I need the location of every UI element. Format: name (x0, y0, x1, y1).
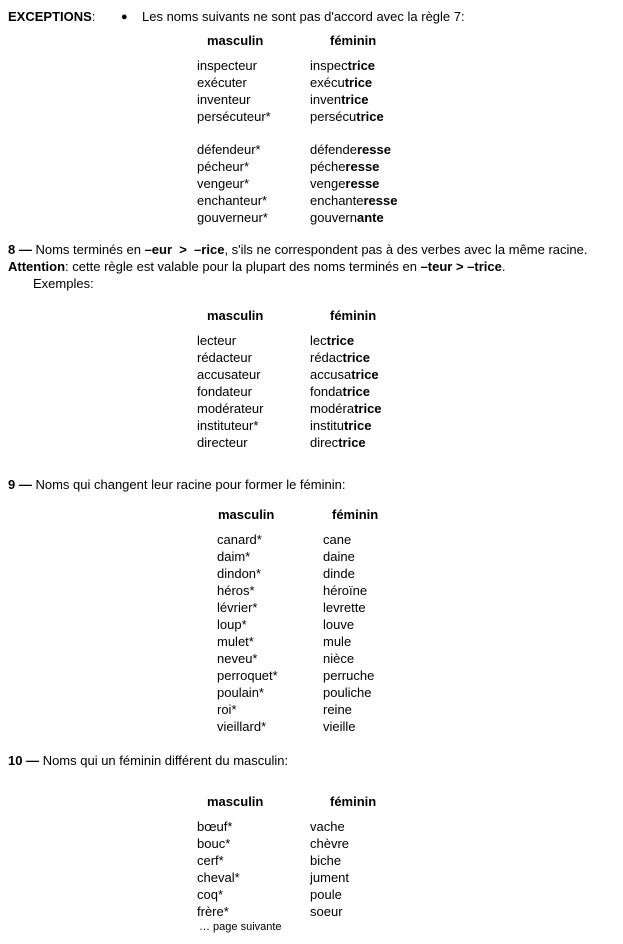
feminine-suffix-bold: trice (356, 109, 384, 124)
table-row (197, 158, 615, 175)
rule-9-table (217, 506, 615, 735)
rule-8-table (197, 307, 615, 451)
masculine-cell: gouverneur* (197, 210, 268, 225)
table-row (217, 650, 615, 667)
table-header-row (217, 506, 615, 523)
feminine-suffix-bold: resse (363, 193, 398, 208)
feminine-stem: pouliche (323, 685, 372, 700)
masculine-cell: directeur (197, 435, 248, 450)
feminine-stem: inven (310, 92, 342, 107)
masculine-cell: pécheur* (197, 159, 250, 174)
feminine-stem: accusa (310, 367, 352, 382)
feminine-stem: soeur (310, 904, 343, 919)
feminine-cell (323, 531, 351, 548)
feminine-cell (310, 835, 349, 852)
table-row (197, 57, 615, 74)
feminine-cell (310, 886, 342, 903)
exceptions-colon: : (91, 9, 96, 24)
table-row (197, 852, 615, 869)
masculine-cell: dindon* (217, 566, 262, 581)
feminine-cell (323, 650, 354, 667)
feminine-cell (310, 903, 343, 920)
feminine-cell (323, 582, 367, 599)
masculine-cell: persécuteur* (197, 109, 271, 124)
masculin-header: masculin (207, 33, 264, 48)
feminine-cell (310, 158, 379, 175)
text-segment: Noms qui changent leur racine pour former le féminin: (35, 477, 346, 492)
feminine-stem: persécu (310, 109, 357, 124)
exceptions-table (197, 32, 615, 226)
feminine-stem: venge (310, 176, 346, 191)
feminine-suffix-bold: trice (342, 350, 370, 365)
feminine-stem: poule (310, 887, 342, 902)
masculine-cell: enchanteur* (197, 193, 268, 208)
masculine-cell: instituteur* (197, 418, 259, 433)
feminine-stem: louve (323, 617, 355, 632)
exceptions-label (8, 8, 121, 25)
masculine-cell: poulain* (217, 685, 264, 700)
feminine-suffix-bold: ante (356, 210, 384, 225)
masculine-cell: frère* (197, 904, 229, 919)
feminine-suffix-bold: trice (344, 75, 373, 90)
exceptions-text: Les noms suivants ne sont pas d'accord avec la règle 7: (142, 9, 465, 24)
masculine-cell: bouc* (197, 836, 231, 851)
feminine-suffix-bold: trice (343, 418, 372, 433)
masculine-cell: accusateur (197, 367, 261, 382)
masculine-cell: daim* (217, 549, 251, 564)
rule-10-table (197, 793, 615, 920)
feminine-cell (310, 209, 384, 226)
feminine-cell (323, 548, 355, 565)
feminine-stem: inspec (310, 58, 348, 73)
feminine-stem: enchante (310, 193, 364, 208)
feminine-stem: daine (323, 549, 355, 564)
feminine-suffix-bold: trice (351, 367, 379, 382)
table-row (217, 531, 615, 548)
table-row (197, 417, 615, 434)
masculine-cell: neveu* (217, 651, 258, 666)
feminine-suffix-bold: resse (345, 159, 380, 174)
feminine-cell (310, 818, 345, 835)
table-row (217, 582, 615, 599)
table-row (217, 616, 615, 633)
text-segment: . (501, 259, 506, 274)
feminine-stem: rédac (310, 350, 343, 365)
masculine-cell: modérateur (197, 401, 264, 416)
masculine-cell: cerf* (197, 853, 224, 868)
feminine-cell (310, 175, 379, 192)
text-segment: 9 — (8, 477, 36, 492)
feminine-cell (323, 565, 355, 582)
word-group (197, 57, 615, 125)
feminine-stem: levrette (323, 600, 366, 615)
table-header-row (197, 32, 615, 49)
feminine-cell (310, 366, 379, 383)
text-segment: Noms qui un féminin différent du masculin: (42, 753, 289, 768)
feminine-cell (323, 701, 352, 718)
feminine-stem: reine (323, 702, 352, 717)
feminine-cell (323, 667, 374, 684)
feminine-suffix-bold: trice (347, 58, 376, 73)
exceptions-section (8, 8, 615, 26)
table-row (197, 903, 615, 920)
feminine-stem: institu (310, 418, 344, 433)
table-row (217, 599, 615, 616)
feminine-cell (310, 349, 370, 366)
text-segment: –teur > –trice (420, 259, 502, 274)
feminine-cell (323, 684, 371, 701)
masculine-cell: loup* (217, 617, 247, 632)
text-segment: 10 — (8, 753, 43, 768)
rule-10-text (8, 752, 615, 769)
feminine-cell (310, 869, 349, 886)
feminine-stem: péche (310, 159, 346, 174)
masculin-header: masculin (207, 308, 264, 323)
table-row (197, 434, 615, 451)
feminine-cell (310, 74, 372, 91)
word-group (217, 531, 615, 735)
table-row (217, 684, 615, 701)
masculine-cell: perroquet* (217, 668, 278, 683)
feminin-header: féminin (330, 33, 377, 48)
feminine-cell (310, 434, 366, 451)
feminine-cell (310, 852, 341, 869)
feminine-cell (310, 417, 371, 434)
feminine-stem: jument (310, 870, 350, 885)
feminine-suffix-bold: trice (341, 92, 369, 107)
feminine-cell (310, 57, 375, 74)
bullet-icon: ● (121, 11, 128, 23)
masculine-cell: inventeur (197, 92, 251, 107)
table-row (197, 141, 615, 158)
masculine-cell: roi* (217, 702, 237, 717)
feminine-cell (323, 633, 351, 650)
table-row (197, 209, 615, 226)
feminine-cell (323, 599, 366, 616)
masculine-cell: héros* (217, 583, 255, 598)
table-header-row (197, 793, 615, 810)
feminine-cell (310, 108, 384, 125)
feminine-cell (310, 192, 397, 209)
feminine-stem: vieille (323, 719, 356, 734)
table-row (197, 366, 615, 383)
feminine-stem: héroïne (323, 583, 368, 598)
feminin-header: féminin (330, 308, 377, 323)
feminine-stem: nièce (323, 651, 355, 666)
text-segment: –eur > –rice (144, 242, 225, 257)
exceptions-label-text: EXCEPTIONS (8, 9, 92, 24)
masculine-cell: mulet* (217, 634, 254, 649)
masculine-cell: vengeur* (197, 176, 250, 191)
feminine-cell (323, 718, 356, 735)
masculine-cell: canard* (217, 532, 262, 547)
table-row (197, 869, 615, 886)
word-group (197, 141, 615, 226)
table-row (217, 718, 615, 735)
feminine-stem: cane (323, 532, 352, 547)
table-row (197, 91, 615, 108)
feminin-header: féminin (332, 507, 379, 522)
text-segment: : cette règle est valable pour la plupart des noms terminés en (65, 259, 421, 274)
feminine-stem: biche (310, 853, 342, 868)
table-row (197, 108, 615, 125)
feminine-cell (310, 332, 354, 349)
table-header-row (197, 307, 615, 324)
masculine-cell: coq* (197, 887, 224, 902)
feminine-stem: perruche (323, 668, 375, 683)
table-row (197, 835, 615, 852)
table-row (217, 565, 615, 582)
table-row (197, 74, 615, 91)
feminine-suffix-bold: trice (326, 333, 355, 348)
feminine-cell (323, 616, 354, 633)
word-group (197, 818, 615, 920)
feminine-cell (310, 141, 391, 158)
masculine-cell: lévrier* (217, 600, 258, 615)
table-row (197, 886, 615, 903)
table-row (197, 383, 615, 400)
masculine-cell: inspecteur (197, 58, 257, 73)
feminine-stem: fonda (310, 384, 343, 399)
table-row (217, 548, 615, 565)
masculine-cell: vieillard* (217, 719, 267, 734)
table-row (197, 332, 615, 349)
table-row (197, 175, 615, 192)
feminine-stem: lec (310, 333, 327, 348)
rule-9-text (8, 476, 615, 493)
rule-8-text (8, 241, 615, 275)
table-row (217, 701, 615, 718)
feminin-header: féminin (330, 794, 377, 809)
table-row (197, 400, 615, 417)
text-segment: , s'ils ne correspondent pas à des verbes avec la même racine. (224, 242, 592, 257)
feminine-stem: vache (310, 819, 345, 834)
masculine-cell: fondateur (197, 384, 252, 399)
feminine-suffix-bold: trice (338, 435, 366, 450)
table-row (217, 633, 615, 650)
table-row (197, 349, 615, 366)
feminine-cell (310, 400, 382, 417)
page-suivante-note: … page suivante (199, 921, 282, 933)
text-segment: Noms terminés en (35, 242, 145, 257)
word-group (197, 332, 615, 451)
feminine-stem: défende (310, 142, 357, 157)
feminine-suffix-bold: resse (345, 176, 380, 191)
table-row (197, 818, 615, 835)
feminine-stem: gouvern (310, 210, 357, 225)
masculine-cell: rédacteur (197, 350, 252, 365)
masculine-cell: cheval* (197, 870, 240, 885)
masculine-cell: bœuf* (197, 819, 233, 834)
feminine-stem: dinde (323, 566, 355, 581)
table-row (217, 667, 615, 684)
feminine-suffix-bold: trice (342, 384, 371, 399)
feminine-suffix-bold: trice (354, 401, 382, 416)
masculine-cell: exécuter (197, 75, 247, 90)
feminine-suffix-bold: resse (357, 142, 391, 157)
feminine-stem: mule (323, 634, 352, 649)
masculine-cell: lecteur (197, 333, 237, 348)
masculin-header: masculin (218, 507, 275, 522)
feminine-stem: chèvre (310, 836, 350, 851)
feminine-cell (310, 383, 370, 400)
rule-8-examples-label: Exemples: (33, 276, 94, 291)
masculin-header: masculin (207, 794, 264, 809)
feminine-cell (310, 91, 369, 108)
table-row (197, 192, 615, 209)
feminine-stem: modéra (310, 401, 355, 416)
text-segment: 8 — (8, 242, 36, 257)
feminine-stem: exécu (310, 75, 345, 90)
feminine-stem: direc (310, 435, 339, 450)
text-segment: Attention (8, 259, 66, 274)
masculine-cell: défendeur* (197, 142, 261, 157)
